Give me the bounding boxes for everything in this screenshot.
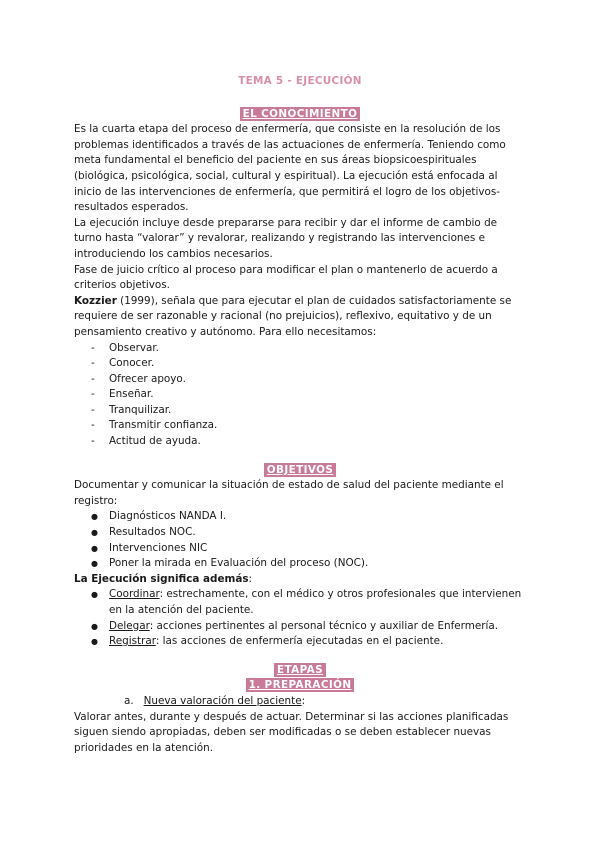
document-title: TEMA 5 - EJECUCIÓN bbox=[238, 75, 362, 87]
list-item bbox=[91, 619, 526, 635]
registry-list bbox=[74, 509, 526, 571]
list-item bbox=[91, 634, 526, 650]
sub-item-letter: a. bbox=[124, 694, 134, 707]
colon: : bbox=[248, 572, 253, 585]
term-text: : acciones pertinentes al personal técnico y auxiliar de Enfermería. bbox=[149, 619, 499, 632]
paragraph bbox=[74, 294, 526, 341]
paragraph bbox=[74, 572, 526, 588]
needs-list bbox=[74, 341, 526, 450]
section-heading-conocimiento: EL CONOCIMIENTO bbox=[240, 107, 361, 121]
meanings-list bbox=[74, 587, 526, 649]
subheading-preparacion: 1. PREPARACIÓN bbox=[246, 678, 355, 692]
list-item: ● Poner la mirada en Evaluación del proceso (NOC). bbox=[91, 556, 526, 572]
list-item: - Observar. bbox=[91, 341, 526, 357]
term: Registrar bbox=[109, 635, 156, 648]
sub-item-heading bbox=[124, 694, 526, 710]
term: Delegar bbox=[109, 619, 150, 632]
document-page bbox=[74, 74, 526, 756]
list-item bbox=[91, 587, 526, 618]
author-name: Kozzier bbox=[74, 294, 117, 307]
list-item: - Tranquilizar. bbox=[91, 403, 526, 419]
sub-item-title: Nueva valoración del paciente bbox=[143, 694, 302, 707]
paragraph-text: (1999), señala que para ejecutar el plan de cuidados satisfactoriamente se requiere de ser razonable y racional (no prejuicios), reflexivo, equitativo y de un pensamiento creativo y autónomo. Para ello necesitamos: bbox=[74, 294, 512, 338]
list-item: - Ofrecer apoyo. bbox=[91, 372, 526, 388]
paragraph: La ejecución incluye desde prepararse para recibir y dar el informe de cambio de turno hasta “valorar” y revalorar, realizando y registrando las intervenciones e introduciendo los cambios necesarios. bbox=[74, 216, 498, 260]
list-item: - Conocer. bbox=[91, 356, 526, 372]
list-item: - Actitud de ayuda. bbox=[91, 434, 526, 450]
paragraph: Valorar antes, durante y después de actuar. Determinar si las acciones planificadas siguen siendo apropiadas, deben ser modificadas o se deben establecer nuevas prioridades en la atención. bbox=[74, 710, 509, 754]
section-heading-wrap bbox=[74, 107, 526, 123]
list-item: - Enseñar. bbox=[91, 387, 526, 403]
list-item: - Transmitir confianza. bbox=[91, 418, 526, 434]
term-text: : las acciones de enfermería ejecutadas en el paciente. bbox=[155, 635, 444, 648]
paragraph: Es la cuarta etapa del proceso de enfermería, que consiste en la resolución de los problemas identificados a través de las actuaciones de enfermería. Teniendo como meta fundamental el beneficio del paciente en sus áreas biopsicoespirituales (biológica, psicológica, social, cultural y espiritual). La ejecución está enfocada al inicio de las intervenciones de enfermería, que permitirá el logro de los objetivos-resultados esperados. bbox=[74, 123, 506, 214]
list-item: ● Diagnósticos NANDA I. bbox=[91, 509, 526, 525]
bold-label: La Ejecución significa además bbox=[74, 572, 249, 585]
section-heading-wrap bbox=[74, 663, 526, 679]
colon: : bbox=[301, 694, 306, 707]
list-item: ● Resultados NOC. bbox=[91, 525, 526, 541]
paragraph: Fase de juicio crítico al proceso para modificar el plan o mantenerlo de acuerdo a criterios objetivos. bbox=[74, 263, 498, 292]
section-heading-wrap bbox=[74, 463, 526, 479]
paragraph: Documentar y comunicar la situación de estado de salud del paciente mediante el registro: bbox=[74, 479, 504, 507]
term-text: : estrechamente, con el médico y otros profesionales que intervienen en la atención del paciente. bbox=[109, 588, 522, 616]
list-item: ● Intervenciones NIC bbox=[91, 541, 526, 557]
section-heading-wrap bbox=[74, 678, 526, 694]
term: Coordinar bbox=[109, 588, 160, 601]
section-heading-objetivos: OBJETIVOS bbox=[264, 463, 336, 477]
section-heading-etapas: ETAPAS bbox=[274, 663, 326, 677]
